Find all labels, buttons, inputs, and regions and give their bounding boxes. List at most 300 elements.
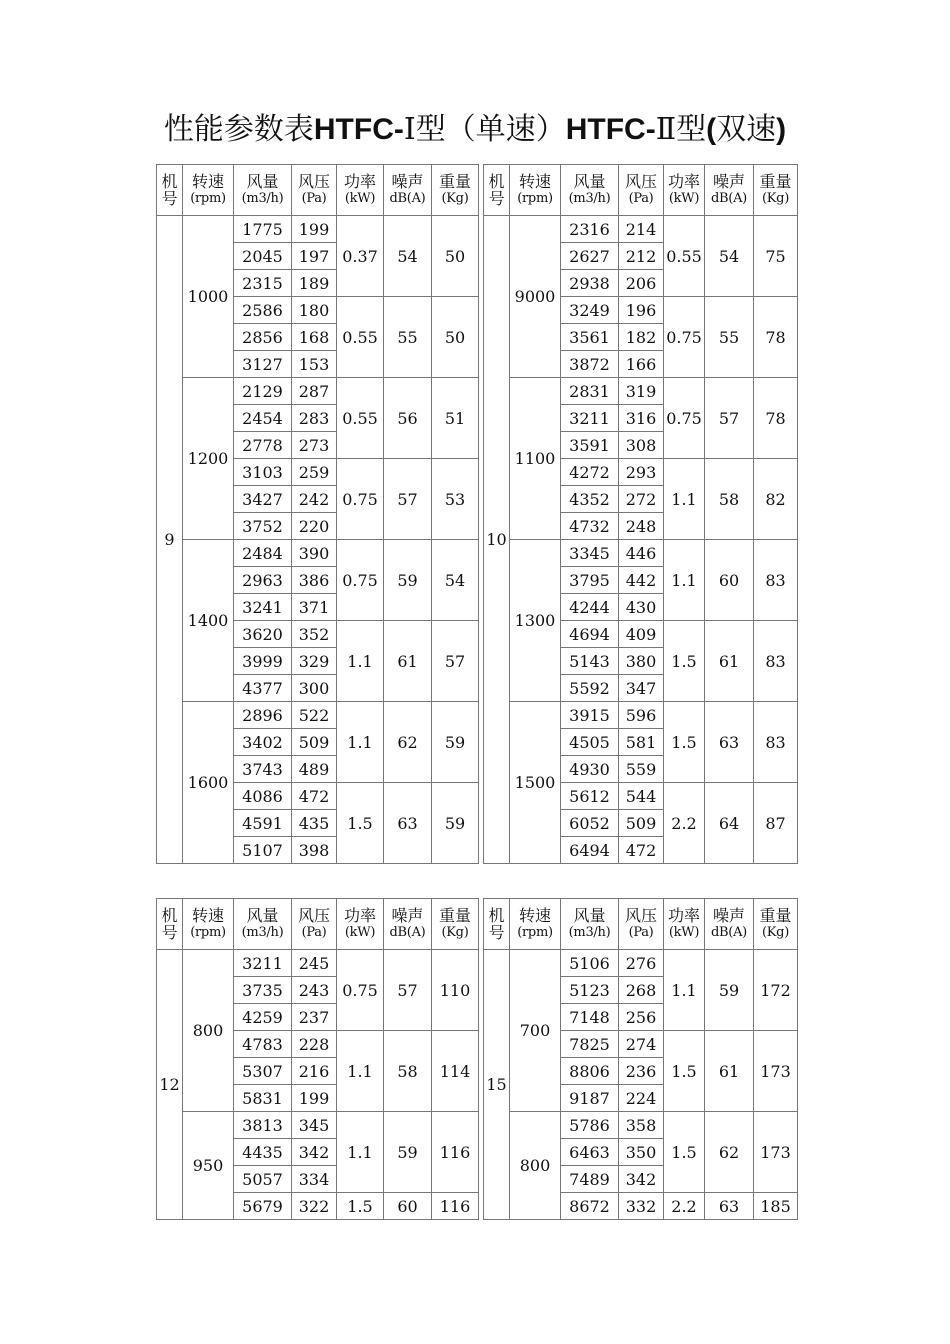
header-unit: (Kg) [441,191,469,206]
pressure-cell: 206 [619,270,664,297]
pressure-cell: 274 [619,1031,664,1058]
pressure-cell: 559 [619,756,664,783]
airflow-cell: 2627 [561,243,619,270]
table-row [157,378,798,405]
noise-cell: 59 [384,1112,432,1193]
header-weight [432,165,479,216]
header-label: 噪声 [712,172,745,191]
noise-cell: 62 [384,702,432,783]
weight-cell: 173 [754,1112,798,1193]
airflow-cell: 3427 [234,486,292,513]
header-unit: (kW) [668,191,700,206]
header-unit: (Pa) [301,925,327,940]
power-cell: 1.1 [337,1112,384,1193]
header-rpm [510,165,561,216]
airflow-cell: 3872 [561,351,619,378]
airflow-cell: 2454 [234,405,292,432]
airflow-cell: 4259 [234,1004,292,1031]
noise-cell: 61 [384,621,432,702]
table-header [157,165,798,216]
weight-cell: 75 [754,216,798,297]
power-cell: 1.1 [337,621,384,702]
airflow-cell: 5786 [561,1112,619,1139]
airflow-cell: 2856 [234,324,292,351]
pressure-cell: 259 [292,459,337,486]
noise-cell: 60 [705,540,754,621]
model-cell: 12 [157,950,183,1220]
table-body [157,950,798,1220]
table-row [157,783,798,810]
header-unit: (kW) [344,191,376,206]
pressure-cell: 228 [292,1031,337,1058]
pressure-cell: 386 [292,567,337,594]
performance-table [156,164,798,864]
header-label: 风量 [573,172,606,191]
header-unit: (rpm) [190,925,226,940]
airflow-cell: 5612 [561,783,619,810]
header-airflow [234,899,292,950]
power-cell: 1.1 [337,702,384,783]
pressure-cell: 256 [619,1004,664,1031]
header-unit: dB(A) [711,191,747,206]
pressure-cell: 276 [619,950,664,977]
rpm-cell: 800 [183,950,234,1112]
airflow-cell: 4591 [234,810,292,837]
pressure-cell: 180 [292,297,337,324]
pressure-cell: 342 [292,1139,337,1166]
header-unit: dB(A) [711,925,747,940]
rpm-cell: 1500 [510,702,561,864]
airflow-cell: 3591 [561,432,619,459]
header-pressure [292,165,337,216]
airflow-cell: 5057 [234,1166,292,1193]
noise-cell: 57 [384,950,432,1031]
header-noise [384,899,432,950]
airflow-cell: 4783 [234,1031,292,1058]
title-part: Ⅱ型 [655,112,707,147]
airflow-cell: 5679 [234,1193,292,1220]
airflow-cell: 3402 [234,729,292,756]
weight-cell: 116 [432,1112,479,1193]
airflow-cell: 5831 [234,1085,292,1112]
pressure-cell: 435 [292,810,337,837]
noise-cell: 56 [384,378,432,459]
noise-cell: 59 [384,540,432,621]
header-label: 重量 [438,906,471,925]
noise-cell: 54 [384,216,432,297]
rpm-cell: 1000 [183,216,234,378]
pressure-cell: 189 [292,270,337,297]
pressure-cell: 442 [619,567,664,594]
header-unit: (rpm) [517,191,553,206]
header-row [157,165,798,216]
pressure-cell: 319 [619,378,664,405]
power-cell: 0.75 [664,378,705,459]
page-title [0,104,950,148]
header-rpm [183,899,234,950]
header-unit: (Kg) [762,191,789,206]
header-label: 风压 [297,906,330,925]
table-row [157,621,798,648]
weight-cell: 83 [754,621,798,702]
header-rpm [510,899,561,950]
airflow-cell: 4694 [561,621,619,648]
header-unit: dB(A) [389,925,426,940]
weight-cell: 59 [432,702,479,783]
pressure-cell: 212 [619,243,664,270]
header-power [664,899,705,950]
header-label: 功率 [343,906,376,925]
header-label: 噪声 [712,906,745,925]
noise-cell: 59 [705,950,754,1031]
airflow-cell: 3999 [234,648,292,675]
airflow-cell: 2316 [561,216,619,243]
noise-cell: 58 [705,459,754,540]
noise-cell: 57 [705,378,754,459]
header-label: 风压 [624,906,657,925]
airflow-cell: 4086 [234,783,292,810]
header-model [484,899,510,950]
header-model [157,899,183,950]
airflow-cell: 4377 [234,675,292,702]
airflow-cell: 3345 [561,540,619,567]
weight-cell: 50 [432,216,479,297]
pressure-cell: 308 [619,432,664,459]
pressure-cell: 216 [292,1058,337,1085]
airflow-cell: 4505 [561,729,619,756]
pressure-cell: 243 [292,977,337,1004]
rpm-cell: 9000 [510,216,561,378]
power-cell: 0.55 [664,216,705,297]
header-airflow [561,899,619,950]
airflow-cell: 2129 [234,378,292,405]
table-row [157,540,798,567]
noise-cell: 63 [384,783,432,864]
airflow-cell: 3241 [234,594,292,621]
airflow-cell: 7489 [561,1166,619,1193]
power-cell: 0.55 [337,297,384,378]
header-label: 重量 [759,906,792,925]
pressure-cell: 245 [292,950,337,977]
power-cell: 1.1 [664,540,705,621]
pressure-cell: 329 [292,648,337,675]
weight-cell: 54 [432,540,479,621]
pressure-cell: 544 [619,783,664,810]
power-cell: 0.55 [337,378,384,459]
noise-cell: 63 [705,702,754,783]
airflow-cell: 5307 [234,1058,292,1085]
header-noise [705,165,754,216]
pressure-cell: 430 [619,594,664,621]
header-unit: (m3/h) [568,191,611,206]
header-label: 噪声 [391,172,424,191]
header-weight [754,165,798,216]
pressure-cell: 273 [292,432,337,459]
pressure-cell: 380 [619,648,664,675]
table-row [157,459,798,486]
power-cell: 1.5 [337,1193,384,1220]
airflow-cell: 3103 [234,459,292,486]
title-part: ( [706,113,717,146]
pressure-cell: 596 [619,702,664,729]
header-unit: (Kg) [441,925,469,940]
airflow-cell: 5107 [234,837,292,864]
pressure-cell: 347 [619,675,664,702]
weight-cell: 110 [432,950,479,1031]
airflow-cell: 3752 [234,513,292,540]
weight-cell: 114 [432,1031,479,1112]
power-cell: 0.37 [337,216,384,297]
airflow-cell: 2896 [234,702,292,729]
airflow-cell: 2963 [234,567,292,594]
rpm-cell: 700 [510,950,561,1112]
weight-cell: 51 [432,378,479,459]
pressure-cell: 272 [619,486,664,513]
pressure-cell: 522 [292,702,337,729]
airflow-cell: 2778 [234,432,292,459]
pressure-cell: 489 [292,756,337,783]
header-unit: (m3/h) [568,925,611,940]
weight-cell: 172 [754,950,798,1031]
pressure-cell: 153 [292,351,337,378]
header-unit: 号 [488,189,505,208]
rpm-cell: 1400 [183,540,234,702]
header-label: 机 [161,172,178,191]
header-weight [432,899,479,950]
noise-cell: 64 [705,783,754,864]
rpm-cell: 1200 [183,378,234,540]
table-row [157,950,798,977]
airflow-cell: 4244 [561,594,619,621]
power-cell: 2.2 [664,783,705,864]
model-cell: 15 [484,950,510,1220]
pressure-cell: 283 [292,405,337,432]
header-unit: (kW) [344,925,376,940]
pressure-cell: 509 [292,729,337,756]
header-label: 风量 [573,906,606,925]
table-row [157,297,798,324]
weight-cell: 57 [432,621,479,702]
weight-cell: 173 [754,1031,798,1112]
airflow-cell: 3211 [561,405,619,432]
title-part: HTFC- [313,113,404,146]
header-airflow [234,165,292,216]
title-part: HTFC- [565,113,656,146]
airflow-cell: 6494 [561,837,619,864]
pressure-cell: 287 [292,378,337,405]
weight-cell: 83 [754,540,798,621]
rpm-cell: 1600 [183,702,234,864]
header-pressure [292,899,337,950]
pressure-cell: 268 [619,977,664,1004]
power-cell: 1.5 [664,621,705,702]
header-power [337,165,384,216]
power-cell: 0.75 [664,297,705,378]
header-unit: (m3/h) [241,925,284,940]
pressure-cell: 352 [292,621,337,648]
pressure-cell: 166 [619,351,664,378]
pressure-cell: 342 [619,1166,664,1193]
header-label: 风量 [246,906,279,925]
pressure-cell: 409 [619,621,664,648]
header-label: 风压 [297,172,330,191]
pressure-cell: 358 [619,1112,664,1139]
airflow-cell: 2315 [234,270,292,297]
table-row [157,216,798,243]
noise-cell: 61 [705,621,754,702]
header-unit: (Pa) [628,925,654,940]
pressure-cell: 398 [292,837,337,864]
weight-cell: 116 [432,1193,479,1220]
noise-cell: 57 [384,459,432,540]
noise-cell: 60 [384,1193,432,1220]
airflow-cell: 3249 [561,297,619,324]
pressure-cell: 322 [292,1193,337,1220]
header-pressure [619,899,664,950]
header-unit: (Pa) [628,191,654,206]
header-unit: (kW) [668,925,700,940]
pressure-cell: 236 [619,1058,664,1085]
table-row [157,1193,798,1220]
pressure-cell: 199 [292,1085,337,1112]
pressure-cell: 446 [619,540,664,567]
airflow-cell: 8806 [561,1058,619,1085]
pressure-cell: 581 [619,729,664,756]
header-label: 转速 [191,906,224,925]
pressure-cell: 371 [292,594,337,621]
power-cell: 1.5 [337,783,384,864]
power-cell: 1.5 [664,1031,705,1112]
header-unit: 号 [161,189,178,208]
header-label: 风压 [624,172,657,191]
power-cell: 0.75 [337,950,384,1031]
header-label: 机 [488,906,505,925]
header-label: 机 [488,172,505,191]
airflow-cell: 5143 [561,648,619,675]
header-unit: 号 [488,923,505,942]
airflow-cell: 4272 [561,459,619,486]
header-unit: (rpm) [190,191,226,206]
power-cell: 1.1 [337,1031,384,1112]
airflow-cell: 7148 [561,1004,619,1031]
pressure-cell: 472 [292,783,337,810]
pressure-cell: 345 [292,1112,337,1139]
header-unit: dB(A) [389,191,426,206]
header-unit: (Pa) [301,191,327,206]
header-power [337,899,384,950]
airflow-cell: 3620 [234,621,292,648]
table-row [157,1031,798,1058]
header-row [157,899,798,950]
airflow-cell: 2831 [561,378,619,405]
pressure-cell: 293 [619,459,664,486]
airflow-cell: 4352 [561,486,619,513]
weight-cell: 87 [754,783,798,864]
header-noise [384,165,432,216]
airflow-cell: 5123 [561,977,619,1004]
header-unit: 号 [161,923,178,942]
header-label: 重量 [438,172,471,191]
rpm-cell: 1300 [510,540,561,702]
power-cell: 1.1 [664,950,705,1031]
pressure-cell: 220 [292,513,337,540]
airflow-cell: 6463 [561,1139,619,1166]
performance-table [156,898,798,1220]
header-label: 机 [161,906,178,925]
weight-cell: 83 [754,702,798,783]
airflow-cell: 3915 [561,702,619,729]
header-label: 功率 [343,172,376,191]
header-pressure [619,165,664,216]
header-unit: (rpm) [517,925,553,940]
rpm-cell: 950 [183,1112,234,1220]
airflow-cell: 3735 [234,977,292,1004]
header-unit: (m3/h) [241,191,284,206]
title-part: Ⅰ型（单速） [403,112,566,147]
header-label: 重量 [759,172,792,191]
header-label: 风量 [246,172,279,191]
airflow-cell: 3211 [234,950,292,977]
airflow-cell: 7825 [561,1031,619,1058]
airflow-cell: 5592 [561,675,619,702]
airflow-cell: 2045 [234,243,292,270]
power-cell: 0.75 [337,540,384,621]
header-power [664,165,705,216]
title-part: 性能参数表 [163,112,314,147]
table-row [157,702,798,729]
airflow-cell: 5106 [561,950,619,977]
pressure-cell: 199 [292,216,337,243]
pressure-cell: 214 [619,216,664,243]
pressure-cell: 196 [619,297,664,324]
pressure-cell: 332 [619,1193,664,1220]
weight-cell: 59 [432,783,479,864]
power-cell: 1.5 [664,1112,705,1193]
pressure-cell: 509 [619,810,664,837]
table-row [157,1112,798,1139]
model-cell: 9 [157,216,183,864]
header-label: 功率 [667,172,700,191]
rpm-cell: 1100 [510,378,561,540]
pressure-cell: 334 [292,1166,337,1193]
table-body [157,216,798,864]
noise-cell: 62 [705,1112,754,1193]
airflow-cell: 2484 [234,540,292,567]
pressure-cell: 237 [292,1004,337,1031]
weight-cell: 50 [432,297,479,378]
header-model [157,165,183,216]
airflow-cell: 8672 [561,1193,619,1220]
airflow-cell: 1775 [234,216,292,243]
noise-cell: 55 [705,297,754,378]
weight-cell: 82 [754,459,798,540]
airflow-cell: 2938 [561,270,619,297]
airflow-cell: 4435 [234,1139,292,1166]
power-cell: 0.75 [337,459,384,540]
pressure-cell: 242 [292,486,337,513]
header-label: 功率 [667,906,700,925]
noise-cell: 61 [705,1031,754,1112]
header-noise [705,899,754,950]
pressure-cell: 390 [292,540,337,567]
pressure-cell: 300 [292,675,337,702]
header-label: 转速 [518,906,551,925]
airflow-cell: 3127 [234,351,292,378]
noise-cell: 55 [384,297,432,378]
weight-cell: 78 [754,297,798,378]
noise-cell: 54 [705,216,754,297]
pressure-cell: 197 [292,243,337,270]
